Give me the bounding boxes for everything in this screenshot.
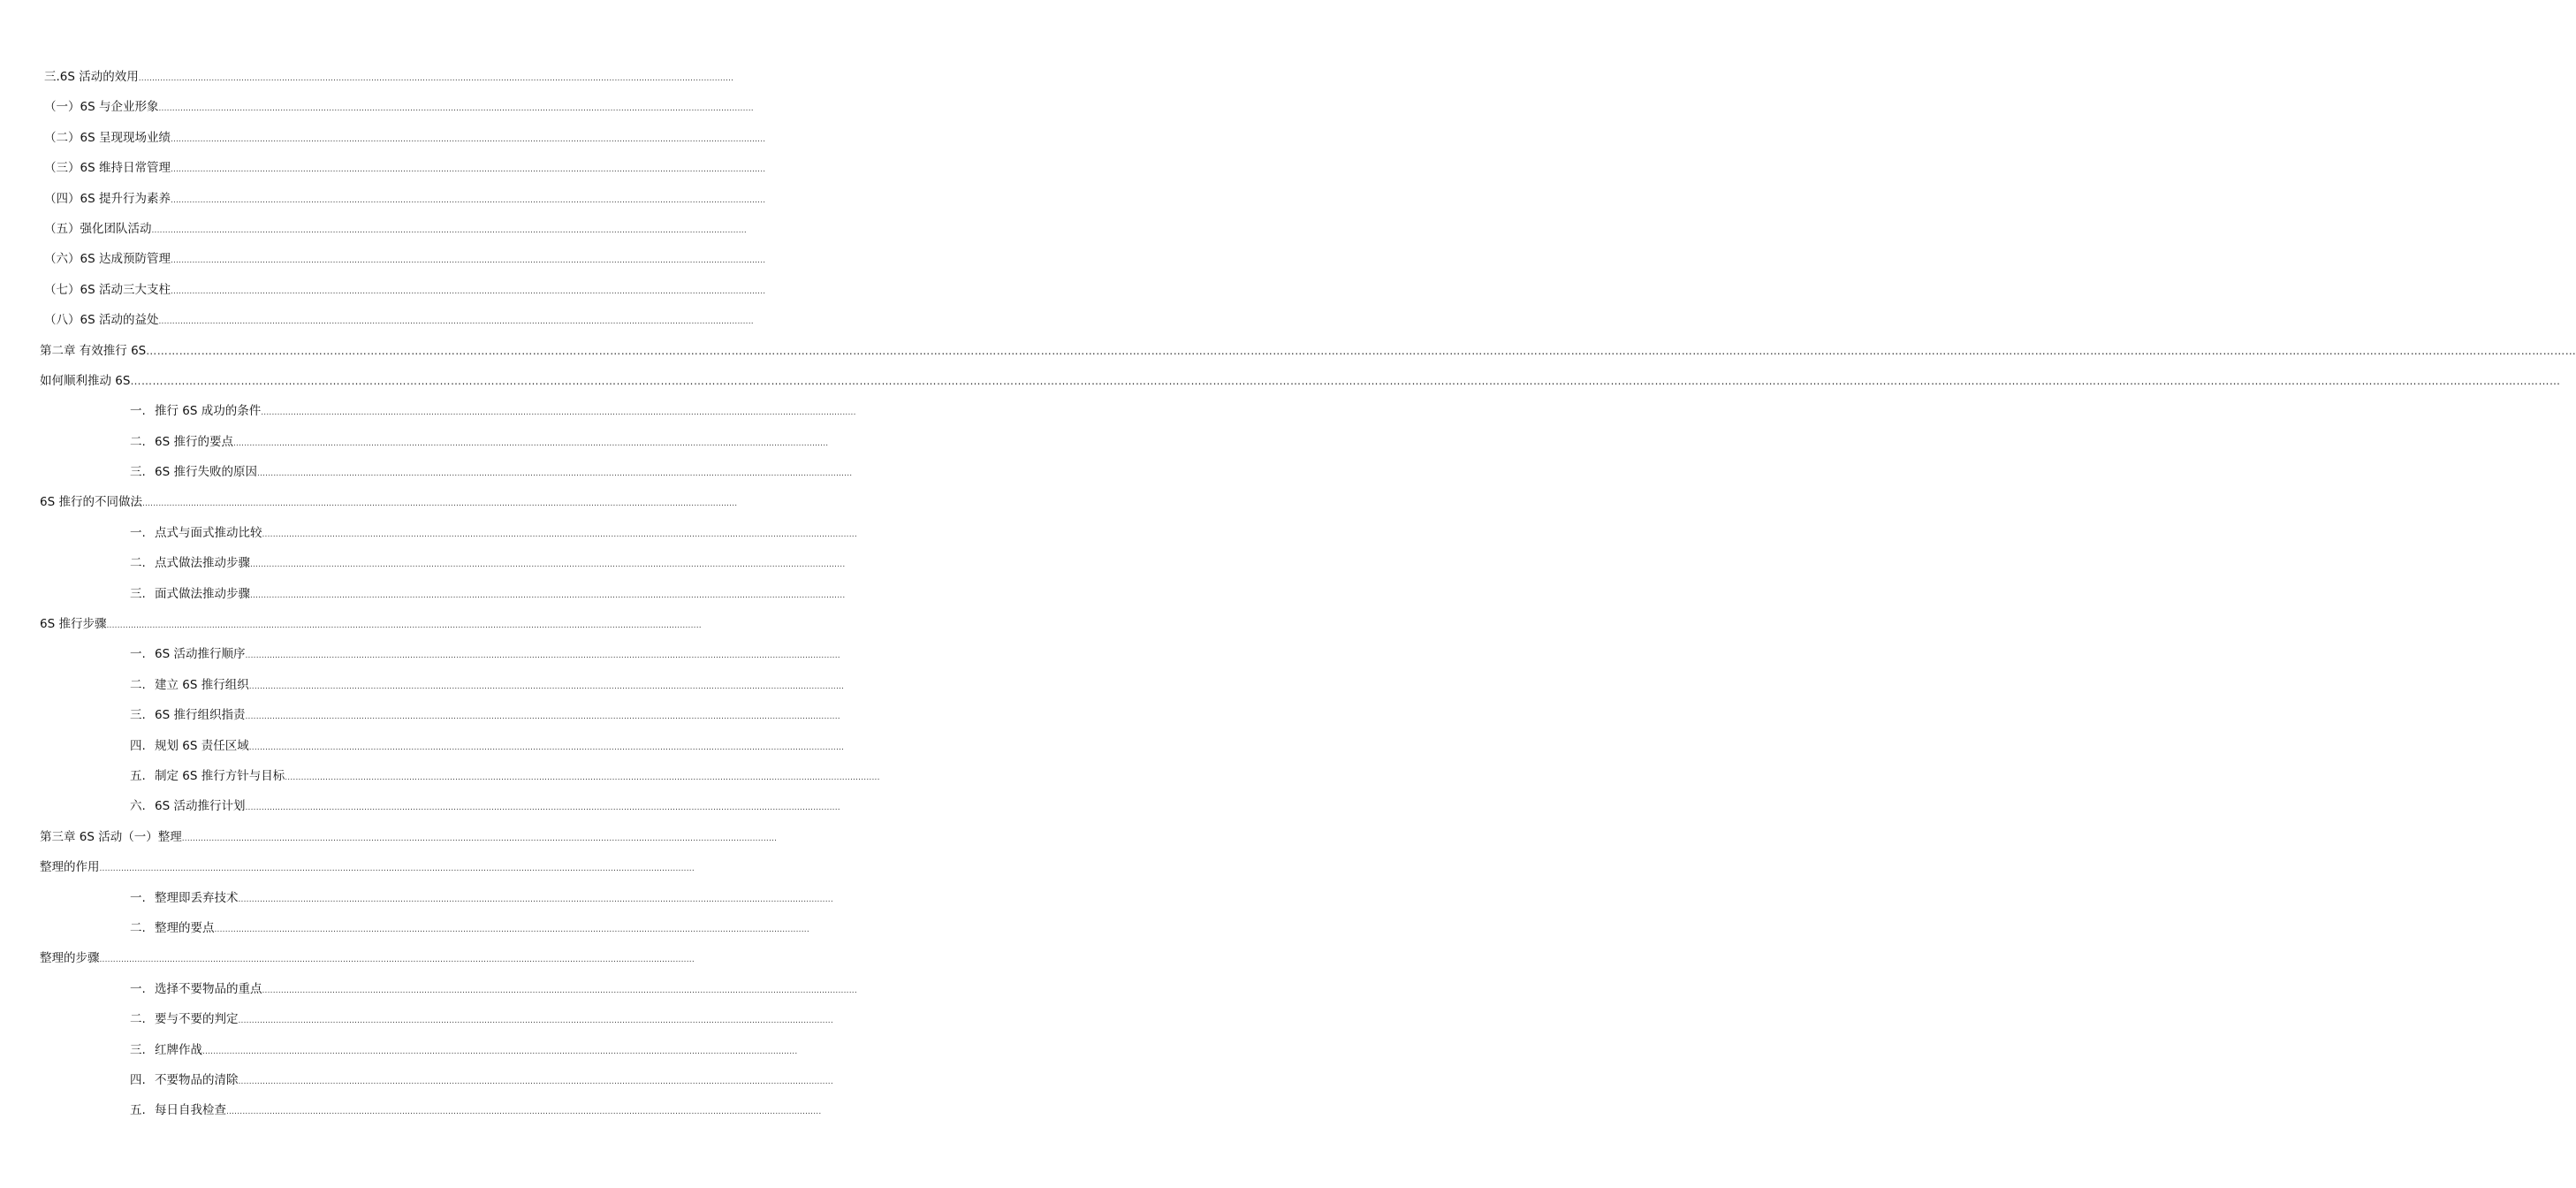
toc-entry[interactable] (0, 487, 840, 517)
toc-entry[interactable] (0, 123, 840, 153)
toc-entry-number: 一. (130, 647, 146, 662)
toc-dot-leader: ............................................................................................................................................................................................................................ (262, 986, 857, 995)
toc-entry-title: （八）6S 活动的益处 (44, 313, 159, 328)
toc-entry-title: 点式做法推动步骤 (155, 556, 250, 571)
toc-entry-number: 一. (130, 404, 146, 419)
toc-entry-number: 六. (130, 799, 146, 814)
toc-entry-title: 面式做法推动步骤 (155, 586, 250, 601)
toc-dot-leader: ............................................................................................................................................................................................................................ (141, 499, 738, 509)
toc-entry-title: 整理的步骤 (40, 951, 100, 966)
toc-dot-leader: ............................................................................................................................................................................................................................ (138, 74, 734, 83)
toc-entry-title: 如何顺利推动 6S (40, 373, 131, 388)
toc-dot-leader: ............................................................................................................................................................................................................................ (245, 712, 840, 722)
toc-dot-leader: ............................................................................................................................................................................................................................ (238, 895, 833, 904)
toc-entry-number: 四. (130, 1072, 146, 1087)
toc-entry-title: 6S 推行组织指责 (155, 708, 246, 723)
toc-entry-number: 三. (130, 465, 146, 480)
toc-dot-leader: ............................................................................................................................................................................................................................ (151, 225, 747, 235)
toc-entry-number: 五. (130, 1103, 146, 1118)
toc-entry-title: 三.6S 活动的效用 (44, 70, 139, 84)
toc-entry-title: 整理的要点 (155, 920, 215, 935)
toc-entry[interactable] (0, 153, 840, 183)
toc-dot-leader: ............................................................................................................................................................................................................................ (250, 590, 846, 600)
toc-dot-leader: ............................................................................................................................................................................................................................ (170, 286, 766, 296)
toc-entry[interactable] (0, 700, 840, 730)
toc-entry-title: 6S 推行的不同做法 (40, 495, 142, 510)
toc-entry[interactable] (0, 943, 840, 973)
toc-entry-title: （三）6S 维持日常管理 (44, 161, 171, 176)
toc-entry[interactable] (0, 670, 845, 700)
toc-entry[interactable] (0, 609, 840, 639)
toc-entry-title: 整理的作用 (40, 860, 100, 875)
toc-entry[interactable] (0, 883, 840, 913)
toc-entry-number: 二. (130, 677, 146, 692)
toc-dot-leader: ............................................................................................................................................................................................................................ (262, 529, 857, 539)
toc-dot-leader: ............................................................................................................................................................................................................................ (158, 104, 754, 114)
toc-entry[interactable] (0, 579, 846, 609)
toc-dot-leader: ............................................................................................................................................................................................................................ (99, 956, 695, 965)
toc-dot-leader: ............................................................................................................................................................................................................................ (181, 834, 778, 843)
toc-entry[interactable] (0, 1065, 840, 1095)
toc-entry-title: 6S 推行失败的原因 (155, 465, 257, 480)
toc-entry-title: 红牌作战 (155, 1042, 202, 1057)
toc-dot-leader: ............................................................................................................................................................................................................................ (261, 408, 856, 418)
toc-dot-leader: ............................................................................................................................................................................................................................ (99, 864, 695, 874)
toc-dot-leader: ............................................................................................................................................................................................................................ (285, 773, 880, 782)
toc-entry[interactable] (0, 791, 840, 821)
toc-entry-number: 二. (130, 1012, 146, 1027)
toc-entry[interactable] (0, 852, 840, 882)
toc-entry[interactable] (0, 822, 840, 852)
toc-entry-title: 制定 6S 推行方针与目标 (155, 768, 285, 783)
toc-entry-number: 二. (130, 434, 146, 449)
toc-entry-title: （一）6S 与企业形象 (44, 100, 159, 115)
toc-entry-number: 三. (130, 586, 146, 601)
toc-entry-title: 6S 活动推行顺序 (155, 647, 246, 662)
toc-entry-number: 四. (130, 738, 146, 753)
toc-dot-leader: ............................................................................................................................................................................................................................ (170, 256, 766, 266)
toc-dot-leader: ............................................................................................................................................................................................................................ (238, 1017, 833, 1026)
toc-entry[interactable] (0, 366, 2561, 396)
toc-entry[interactable] (0, 731, 845, 761)
toc-entry-number: 一. (130, 525, 146, 540)
toc-entry[interactable] (0, 518, 857, 548)
toc-entry[interactable] (0, 275, 840, 305)
toc-dot-leader: ............................................................................................................................................................................................................................ (248, 742, 845, 752)
toc-entry-title: （五）强化团队活动 (44, 221, 152, 236)
toc-entry-title: 6S 推行的要点 (155, 434, 233, 449)
toc-dot-leader: ............................................................................................................................................................................................................................ (170, 134, 766, 144)
toc-entry-number: 一. (130, 890, 146, 905)
toc-dot-leader: ............................................................................................................................................................................................................................ (170, 165, 766, 175)
toc-entry-title: （二）6S 呈现现场业绩 (44, 130, 171, 145)
toc-entry-title: 推行 6S 成功的条件 (155, 404, 262, 419)
toc-entry[interactable] (0, 639, 840, 669)
toc-entry[interactable] (0, 244, 840, 274)
toc-dot-leader: ............................................................................................................................................................................................................................ (238, 1077, 833, 1086)
toc-entry[interactable] (0, 1035, 840, 1065)
toc-entry-title: 选择不要物品的重点 (155, 981, 262, 996)
toc-entry[interactable] (0, 1095, 840, 1125)
toc-entry-title: 第三章 6S 活动（一）整理 (40, 829, 182, 844)
toc-entry-title: 点式与面式推动比较 (155, 525, 262, 540)
toc-entry-title: 每日自我检查 (155, 1103, 226, 1118)
toc-dot-leader: ............................................................................................................................................................................................................................ (106, 621, 702, 631)
toc-entry[interactable] (0, 305, 840, 335)
toc-entry-number: 二. (130, 920, 146, 935)
toc-entry[interactable] (0, 1004, 840, 1034)
toc-dot-leader: ............................................................................................................................................................................................................................ (248, 682, 845, 691)
toc-dot-leader: ............................................................................................................................................................................................................................ (256, 469, 853, 479)
table-of-contents (0, 62, 2576, 1126)
toc-entry[interactable] (0, 336, 2576, 366)
toc-dot-leader: ............................................................................................................................................................................................................................ (245, 651, 840, 661)
toc-entry[interactable] (0, 913, 840, 943)
toc-entry[interactable] (0, 62, 840, 92)
toc-entry-title: （四）6S 提升行为素养 (44, 191, 171, 206)
toc-dot-leader: ............................................................................................................................................................................................................................ (158, 317, 754, 327)
toc-entry[interactable] (0, 396, 856, 426)
toc-entry-title: 要与不要的判定 (155, 1012, 239, 1027)
toc-dot-leader: ............................................................................................................................................................................................................................ (245, 803, 840, 813)
toc-entry[interactable] (0, 427, 840, 457)
toc-entry-title: （六）6S 达成预防管理 (44, 252, 171, 267)
toc-entry-title: 整理即丢弃技术 (155, 890, 239, 905)
toc-dot-leader: ............................................................................................................................................................................................................................ (214, 925, 809, 934)
toc-dot-leader: ............................................................................................................................................................................................................................ (250, 560, 846, 570)
toc-entry-number: 一. (130, 981, 146, 996)
toc-entry[interactable] (0, 92, 840, 122)
toc-entry-title: （七）6S 活动三大支柱 (44, 282, 171, 297)
toc-entry-number: 五. (130, 768, 146, 783)
toc-dot-leader: ............................................................................................................................................................................................................................ (226, 1108, 822, 1117)
toc-entry[interactable] (0, 548, 846, 578)
toc-entry-title: 建立 6S 推行组织 (155, 677, 249, 692)
toc-dot-leader: ............................................................................................................................................................................................................................ (232, 438, 829, 448)
toc-dot-leader: ............................................................................................................................................................................................................................ (170, 195, 766, 205)
toc-entry-number: 三. (130, 1042, 146, 1057)
toc-entry-title: 6S 活动推行计划 (155, 799, 246, 814)
toc-entry[interactable] (0, 184, 840, 214)
toc-entry-title: 规划 6S 责任区域 (155, 738, 249, 753)
toc-dot-leader: ………………………………………………………………………………………………………………………………………………………………………………………………………………………………………………………………………………………………………………………………………………………………………………………………………………………………………………………………………………………………………………………………………………………………………………………………………… (146, 344, 2576, 357)
toc-entry[interactable] (0, 214, 840, 244)
toc-entry[interactable] (0, 457, 853, 487)
toc-dot-leader: ............................................................................................................................................................................................................................ (202, 1047, 798, 1056)
toc-entry-title: 不要物品的清除 (155, 1072, 239, 1087)
toc-entry[interactable] (0, 761, 880, 791)
toc-entry-title: 6S 推行步骤 (40, 617, 107, 632)
toc-dot-leader: ………………………………………………………………………………………………………………………………………………………………………………………………………………………………………………………………………………………………………………………………………………………………………………………………………………………………………………………………………………………………………………………………………………………………………………………………………… (130, 374, 2561, 387)
toc-entry-number: 二. (130, 556, 146, 571)
toc-entry[interactable] (0, 974, 857, 1004)
toc-entry-title: 第二章 有效推行 6S (40, 343, 147, 358)
toc-entry-number: 三. (130, 708, 146, 723)
